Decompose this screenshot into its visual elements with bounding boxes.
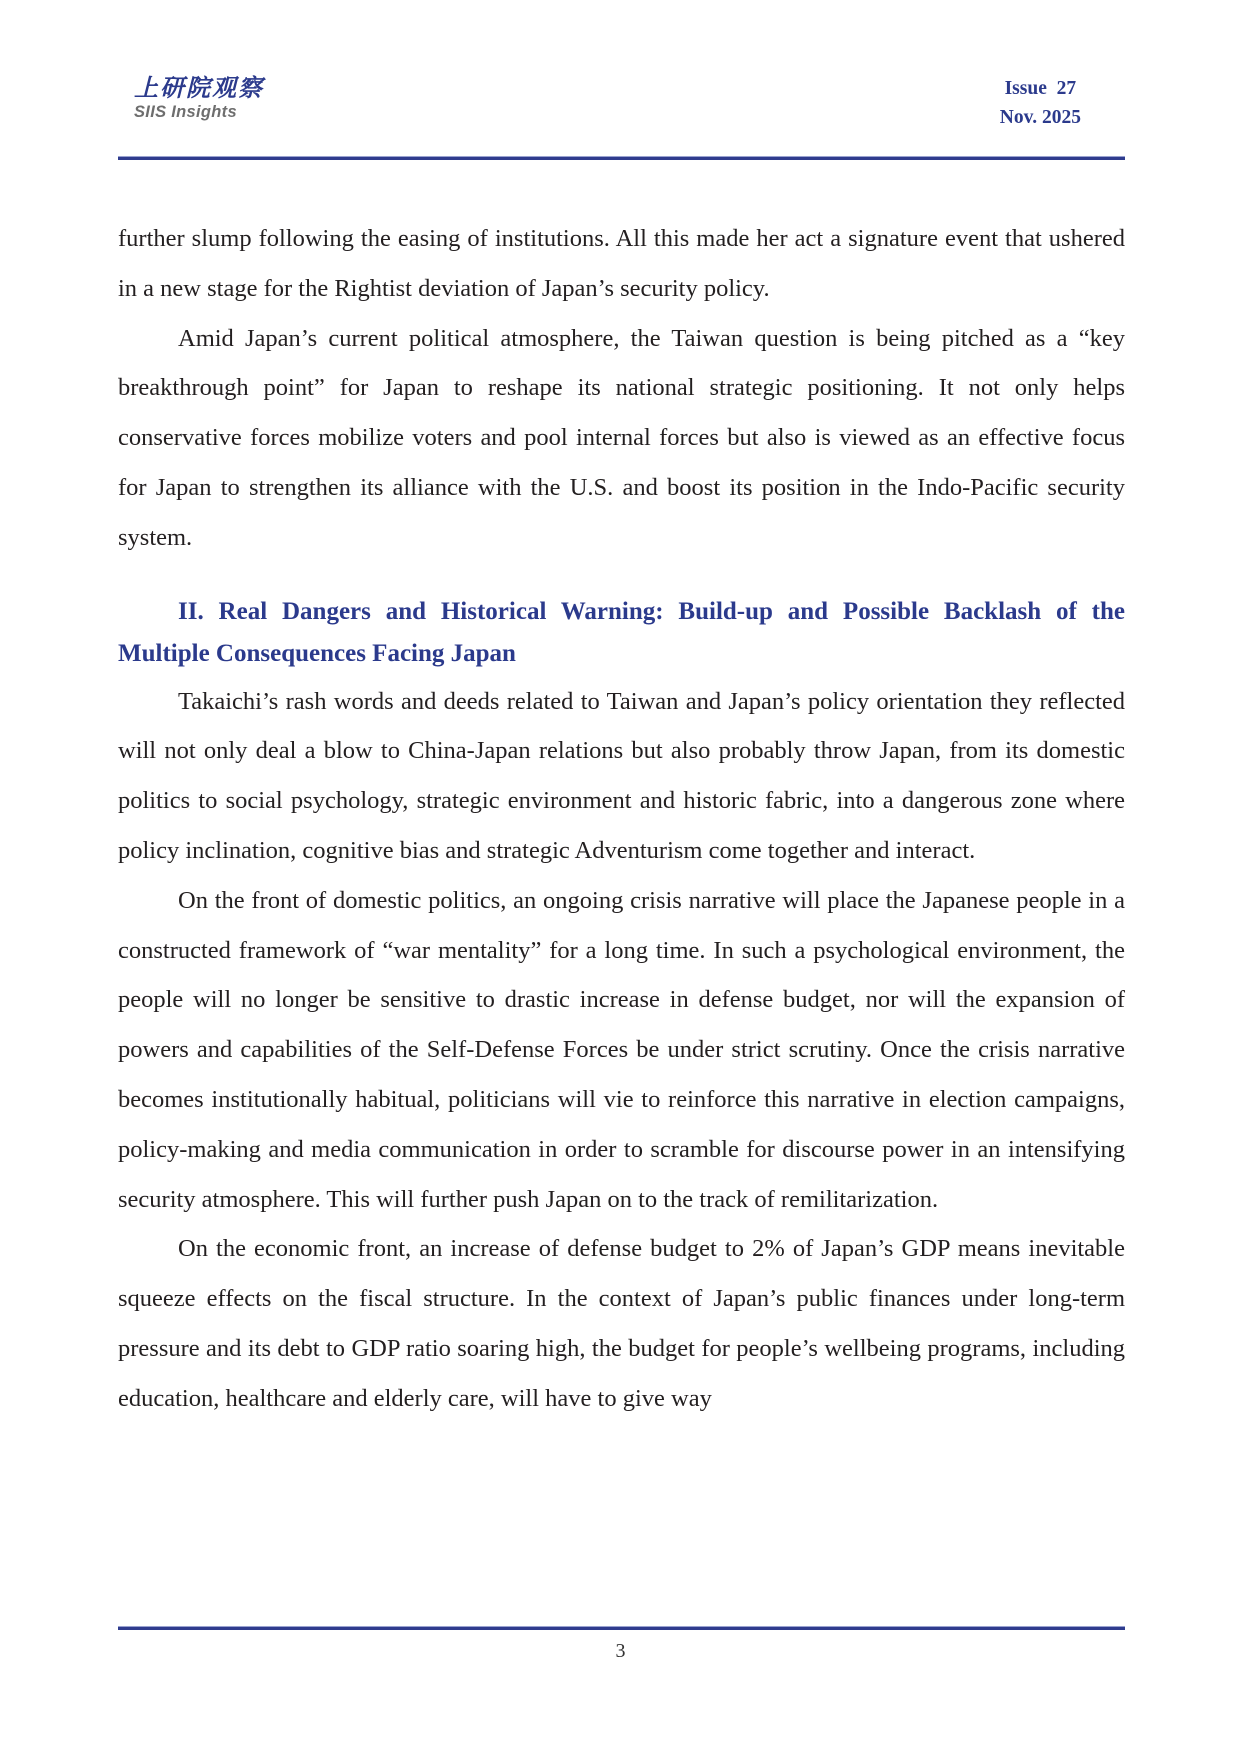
section-heading: II. Real Dangers and Historical Warning: Build-up and Possible Backlash of the Multiple Consequences Facing Japan (118, 597, 1125, 667)
siis-logo (134, 74, 264, 122)
paragraph: On the front of domestic politics, an ongoing crisis narrative will place the Japanese people in a constructed framework of “war mentality” for a long time. In such a psychological environment, the people will no longer be sensitive to drastic increase in defense budget, nor will the expansion of powers and capabilities of the Self-Defense Forces be under strict scrutiny. Once the crisis narrative becomes institutionally habitual, politicians will vie to reinforce this narrative in election campaigns, policy-making and media communication in order to scramble for discourse power in an intensifying security atmosphere. This will further push Japan on to the track of remilitarization. (118, 886, 1125, 1213)
article-body (118, 214, 1125, 1424)
issue-number: Issue 27 (1004, 78, 1077, 99)
page-number: 3 (615, 1640, 626, 1662)
logo-english-title: SIIS Insights (134, 103, 237, 121)
paragraph: On the economic front, an increase of defense budget to 2% of Japan’s GDP means inevitable squeeze effects on the fiscal structure. In the context of Japan’s public finances under long-term pressure and its debt to GDP ratio soaring high, the budget for people’s wellbeing programs, including education, healthcare and elderly care, will have to give way (118, 1235, 1125, 1412)
paragraph: further slump following the easing of institutions. All this made her act a signature event that ushered in a new stage for the Rightist deviation of Japan’s security policy. (118, 225, 1125, 302)
paragraph: Amid Japan’s current political atmosphere, the Taiwan question is being pitched as a “key breakthrough point” for Japan to reshape its national strategic positioning. It not only helps conservative forces mobilize voters and pool internal forces but also is viewed as an effective focus for Japan to strengthen its alliance with the U.S. and boost its position in the Indo-Pacific security system. (118, 324, 1125, 551)
issue-date: Nov. 2025 (999, 107, 1081, 128)
issue-info (1000, 74, 1081, 132)
paragraph: Takaichi’s rash words and deeds related to Taiwan and Japan’s policy orientation they reflected will not only deal a blow to China-Japan relations but also probably throw Japan, from its domestic politics to social psychology, strategic environment and historic fabric, into a dangerous zone where policy inclination, cognitive bias and strategic Adventurism come together and interact. (118, 687, 1125, 864)
header-rule (118, 156, 1125, 160)
logo-chinese-title: 上研院观察 (134, 73, 264, 102)
footer-rule (118, 1626, 1125, 1630)
